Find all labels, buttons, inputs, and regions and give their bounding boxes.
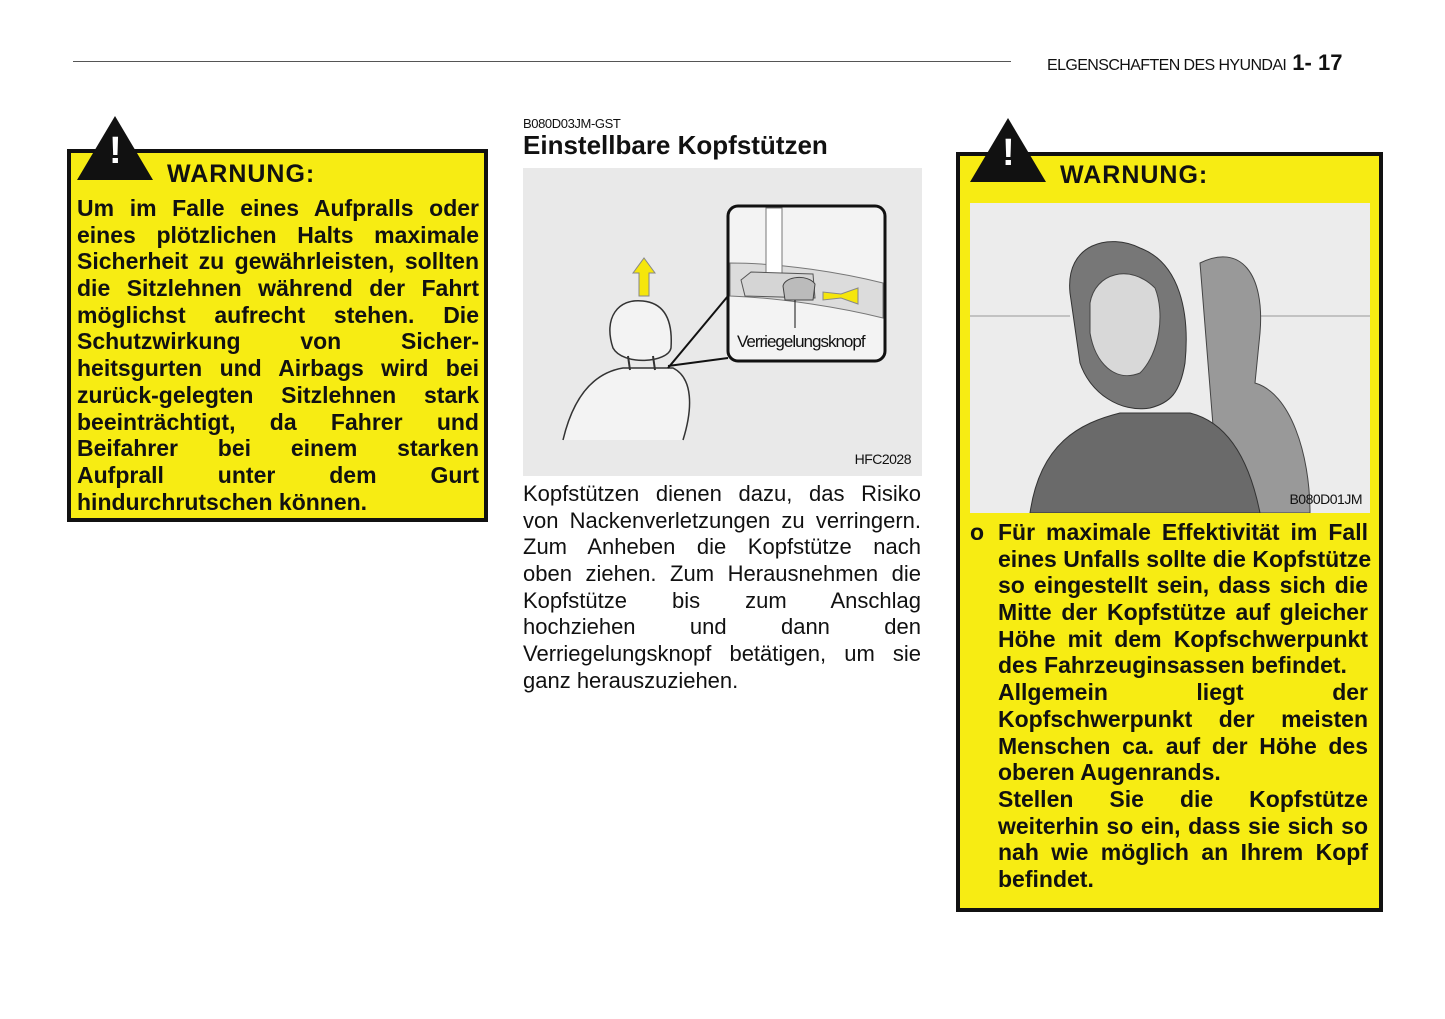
text-line: oben ziehen. Zum Herausnehmen die <box>523 561 921 587</box>
text-line: Schutzwirkung von Sicher- <box>77 328 479 355</box>
person-headrest-illustration <box>970 203 1370 513</box>
figure-code: B080D01JM <box>1289 491 1362 507</box>
text-line: befindet. <box>998 865 1094 892</box>
text-line: Beifahrer bei einem starken <box>77 435 479 462</box>
text-line: Für maximale Effektivität im Fall <box>998 519 1368 545</box>
text-line: Höhe mit dem Kopfschwerpunkt <box>998 625 1368 652</box>
warning-triangle-icon: ! <box>77 116 153 180</box>
page-number: 1- 17 <box>1292 50 1343 75</box>
bullet-marker: o <box>970 519 985 545</box>
text-line: hochziehen und dann den <box>523 614 921 640</box>
text-line: die Sitzlehnen während der Fahrt <box>77 275 479 302</box>
warning-box-left <box>67 149 488 522</box>
text-line: Zum Anheben die Kopfstütze nach <box>523 534 921 560</box>
headrest-figure <box>523 168 922 476</box>
text-line: Menschen ca. auf der Höhe des <box>998 732 1368 759</box>
figure-code: HFC2028 <box>854 451 911 467</box>
text-line: beeinträchtigt, da Fahrer und <box>77 408 479 435</box>
text-line: des Fahrzeuginsassen befindet. <box>998 652 1347 679</box>
text-line: Aufprall unter dem Gurt <box>77 461 479 488</box>
text-line: Verriegelungsknopf betätigen, um sie <box>523 641 921 667</box>
warning-text <box>998 519 1372 893</box>
header-rule <box>73 61 1011 62</box>
text-line: Mitte der Kopfstütze auf gleicher <box>998 599 1368 626</box>
text-line: so eingestellt sein, dass sich die <box>998 572 1368 599</box>
headrest-illustration <box>523 168 922 476</box>
text-line: Um im Falle eines Aufpralls oder <box>77 195 479 221</box>
warning-title: WARNUNG: <box>167 160 316 188</box>
text-line: möglichst aufrecht stehen. Die <box>77 301 479 328</box>
text-line: eines plötzlichen Halts maximale <box>77 221 479 248</box>
text-line: Sicherheit zu gewährleisten, sollten <box>77 248 479 275</box>
warning-title: WARNUNG: <box>1060 161 1209 189</box>
text-line: oberen Augenrands. <box>998 759 1221 786</box>
section-title: ELGENSCHAFTEN DES HYUNDAI <box>1047 57 1287 74</box>
figure-label: Verriegelungsknopf <box>737 332 865 351</box>
body-text <box>523 481 921 695</box>
text-line: hindurchrutschen können. <box>77 488 368 515</box>
text-line: heitsgurten und Airbags wird bei <box>77 355 479 382</box>
text-line: nah wie möglich an Ihrem Kopf <box>998 839 1368 866</box>
text-line: eines Unfalls sollte die Kopfstütze <box>998 545 1372 572</box>
page-header <box>1047 50 1342 76</box>
text-line: Stellen Sie die Kopfstütze <box>998 785 1368 812</box>
text-line: Kopfschwerpunkt der meisten <box>998 705 1368 732</box>
text-line: Kopfstützen dienen dazu, das Risiko <box>523 481 921 506</box>
text-line: Kopfstütze bis zum Anschlag <box>523 587 921 613</box>
text-line: von Nackenverletzungen zu verringern. <box>523 507 921 533</box>
seated-person-figure <box>970 203 1370 513</box>
warning-triangle-icon: ! <box>970 118 1046 182</box>
section-code: B080D03JM-GST <box>523 116 621 131</box>
up-arrow-icon <box>633 258 655 296</box>
text-line: Allgemein liegt der <box>998 679 1368 706</box>
text-line: weiterhin so ein, dass sie sich so <box>998 812 1368 839</box>
section-title: Einstellbare Kopfstützen <box>523 130 828 160</box>
text-line: zurück-gelegten Sitzlehnen stark <box>77 381 479 408</box>
text-line: ganz herauszuziehen. <box>523 667 739 693</box>
